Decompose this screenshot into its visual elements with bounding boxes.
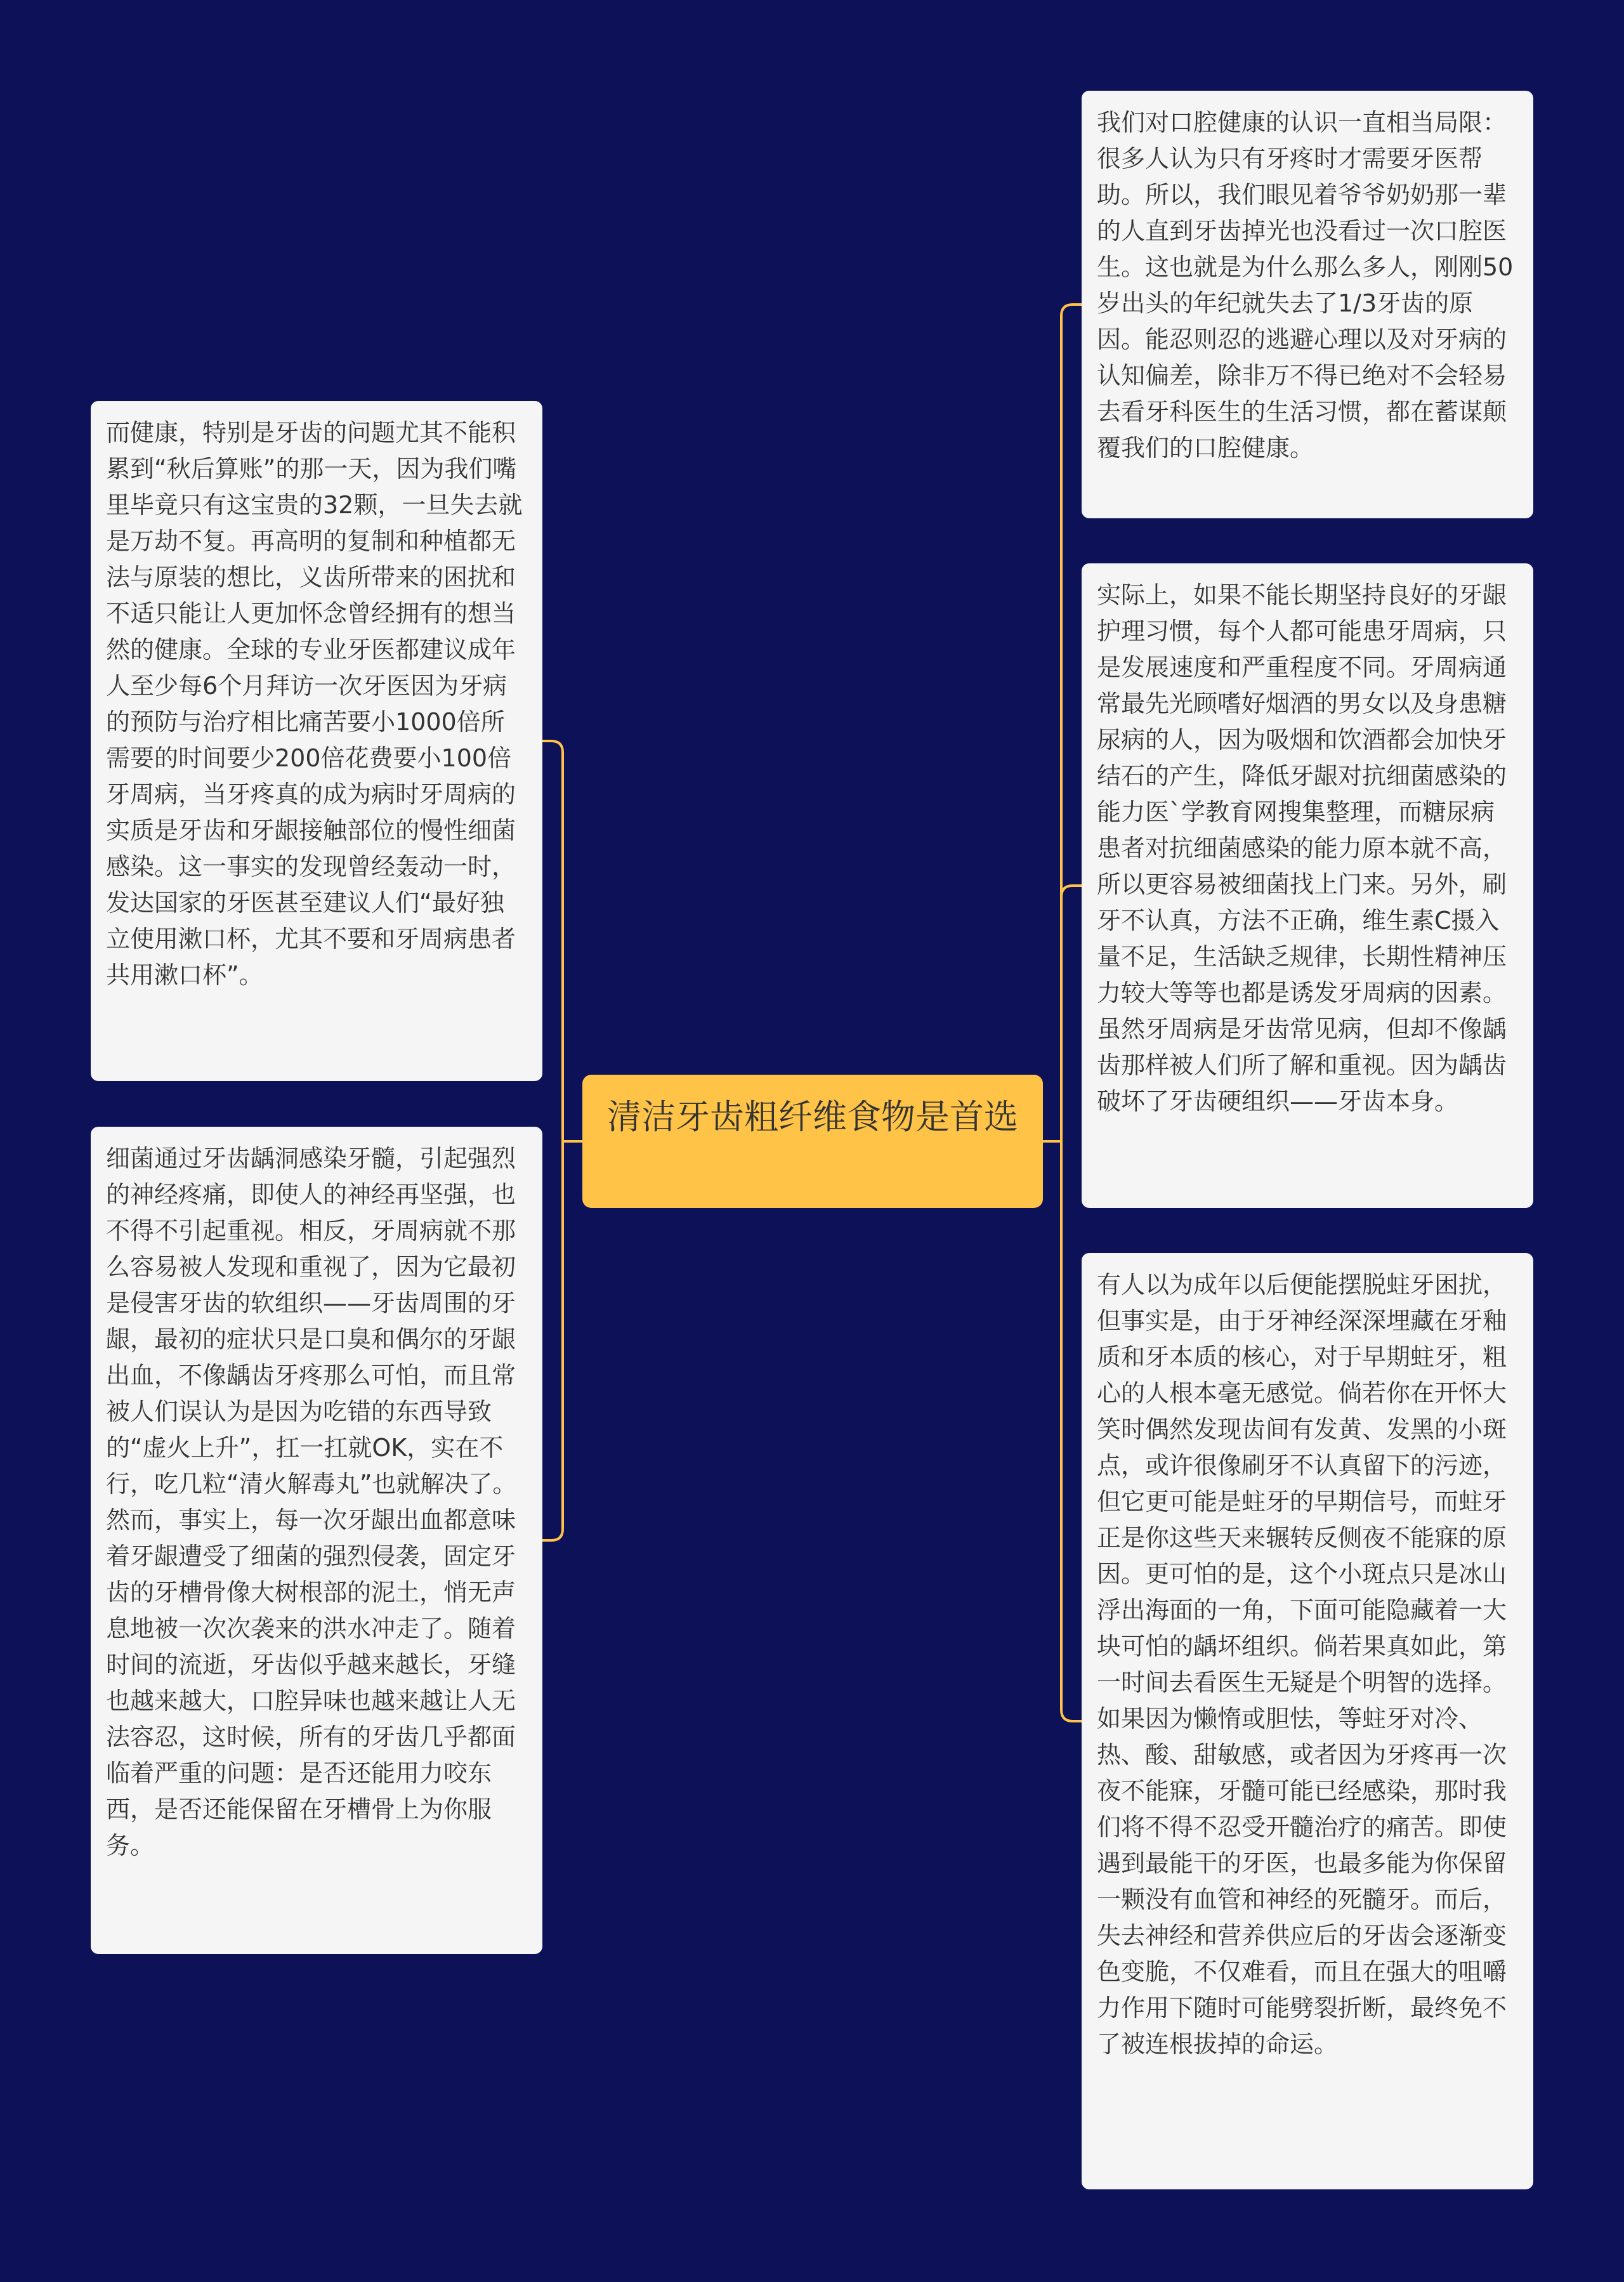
connector-right-1 (1061, 305, 1082, 1141)
right-branch-node[interactable] (1082, 91, 1533, 518)
branch-text: 我们对口腔健康的认识一直相当局限：很多人认为只有牙疼时才需要牙医帮助。所以，我们眼见着爷爷奶奶那一辈的人直到牙齿掉光也没看过一次口腔医生。这也就是为什么那么多人，刚刚50岁出头的年纪就失去了1/3牙齿的原因。能忍则忍的逃避心理以及对牙病的认知偏差，除非万不得已绝对不会轻易去看牙科医生的生活习惯，都在蓄谋颠覆我们的口腔健康。 (1097, 108, 1514, 462)
right-branch-node[interactable] (1082, 1253, 1533, 2189)
branch-text: 而健康，特别是牙齿的问题尤其不能积累到“秋后算账”的那一天，因为我们嘴里毕竟只有这宝贵的32颗，一旦失去就是万劫不复。再高明的复制和种植都无法与原装的想比，义齿所带来的困扰和不适只能让人更加怀念曾经拥有的想当然的健康。全球的专业牙医都建议成年人至少每6个月拜访一次牙医因为牙病的预防与治疗相比痛苦要小1000倍所需要的时间要少200倍花费要小100倍牙周病，当牙疼真的成为病时牙周病的实质是牙齿和牙龈接触部位的慢性细菌感染。这一事实的发现曾经轰动一时，发达国家的牙医甚至建议人们“最好独立使用漱口杯，尤其不要和牙周病患者共用漱口杯”。 (106, 419, 523, 989)
branch-text: 细菌通过牙齿龋洞感染牙髓，引起强烈的神经疼痛，即使人的神经再坚强，也不得不引起重视。相反，牙周病就不那么容易被人发现和重视了，因为它最初是侵害牙齿的软组织——牙齿周围的牙龈，最初的症状只是口臭和偶尔的牙龈出血，不像龋齿牙疼那么可怕，而且常被人们误认为是因为吃错的东西导致的“虚火上升”，扛一扛就OK，实在不行，吃几粒“清火解毒丸”也就解决了。然而，事实上，每一次牙龈出血都意味着牙龈遭受了细菌的强烈侵袭，固定牙齿的牙槽骨像大树根部的泥土，悄无声息地被一次次袭来的洪水冲走了。随着时间的流逝，牙齿似乎越来越长，牙缝也越来越大，口腔异味也越来越让人无法容忍，这时候，所有的牙齿几乎都面临着严重的问题：是否还能用力咬东西，是否还能保留在牙槽骨上为你服务。 (106, 1144, 517, 1859)
connector-right-3 (1061, 1141, 1082, 1721)
connector-left-1 (542, 741, 563, 1141)
central-topic-node[interactable] (582, 1075, 1043, 1208)
central-topic-text: 清洁牙齿粗纤维食物是首选 (607, 1097, 1018, 1137)
connector-right-2 (1061, 886, 1082, 1141)
left-branch-node[interactable] (91, 401, 542, 1081)
connector-left-2 (542, 1141, 563, 1540)
branch-text: 实际上，如果不能长期坚持良好的牙龈护理习惯，每个人都可能患牙周病，只是发展速度和严重程度不同。牙周病通常最先光顾嗜好烟酒的男女以及身患糖尿病的人，因为吸烟和饮酒都会加快牙结石的产生，降低牙龈对抗细菌感染的能力医`学教育网搜集整理，而糖尿病患者对抗细菌感染的能力原本就不高，所以更容易被细菌找上门来。另外，刷牙不认真，方法不正确，维生素C摄入量不足，生活缺乏规律，长期性精神压力较大等等也都是诱发牙周病的因素。虽然牙周病是牙齿常见病，但却不像龋齿那样被人们所了解和重视。因为龋齿破坏了牙齿硬组织——牙齿本身。 (1097, 581, 1507, 1115)
right-branch-node[interactable] (1082, 563, 1533, 1208)
left-branch-node[interactable] (91, 1127, 542, 1954)
branch-text: 有人以为成年以后便能摆脱蛀牙困扰，但事实是，由于牙神经深深埋藏在牙釉质和牙本质的核心，对于早期蛀牙，粗心的人根本毫无感觉。倘若你在开怀大笑时偶然发现齿间有发黄、发黑的小斑点，或许很像刷牙不认真留下的污迹，但它更可能是蛀牙的早期信号，而蛀牙正是你这些天来辗转反侧夜不能寐的原因。更可怕的是，这个小斑点只是冰山浮出海面的一角，下面可能隐藏着一大块可怕的龋坏组织。倘若果真如此，第一时间去看医生无疑是个明智的选择。如果因为懒惰或胆怯，等蛀牙对冷、热、酸、甜敏感，或者因为牙疼再一次夜不能寐，牙髓可能已经感染，那时我们将不得不忍受开髓治疗的痛苦。即使遇到最能干的牙医，也最多能为你保留一颗没有血管和神经的死髓牙。而后，失去神经和营养供应后的牙齿会逐渐变色变脆，不仅难看，而且在强大的咀嚼力作用下随时可能劈裂折断，最终免不了被连根拔掉的命运。 (1097, 1271, 1507, 2058)
